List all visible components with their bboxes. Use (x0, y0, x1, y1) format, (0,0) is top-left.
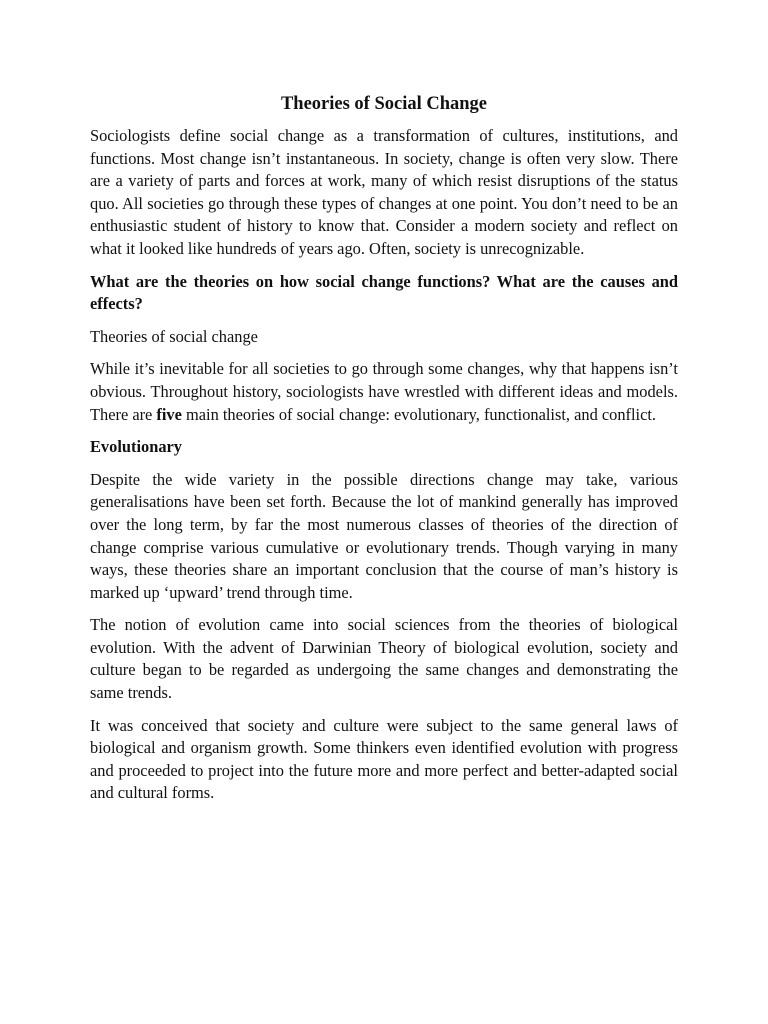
intro-paragraph: Sociologists define social change as a transformation of cultures, institutions, and functions. Most change isn’t instantaneous. In society, change is often very slow. There are a variety of parts and forces at work, many of which resist disruptions of the status quo. All societies go through these types of changes at one point. You don’t need to be an enthusiastic student of history to know that. Consider a modern society and reflect on what it looked like hundreds of years ago. Often, society is unrecognizable. (90, 126, 678, 258)
section-heading-evolutionary: Evolutionary (90, 437, 182, 457)
document-title: Theories of Social Change (280, 94, 488, 114)
theories-text-before: While it’s inevitable for all societies to go through some changes, why that happens isn’t obvious. Throughout history, sociologists have wrestled with different ideas and models. There are (90, 359, 678, 424)
evolutionary-paragraph-3: It was conceived that society and culture were subject to the same general laws of biological and organism growth. Some thinkers even identified evolution with progress and proceeded to project into the future more and more perfect and better-adapted social and cultural forms. (90, 715, 678, 803)
theories-paragraph (90, 358, 678, 426)
subheading-theories: Theories of social change (90, 326, 258, 346)
document-page (90, 92, 678, 815)
theories-text-after: main theories of social change: evolutionary, functionalist, and conflict. (181, 404, 657, 424)
evolutionary-paragraph-2: The notion of evolution came into social sciences from the theories of biological evolution. With the advent of Darwinian Theory of biological evolution, society and culture began to be regarded as undergoing the same changes and demonstrating the same trends. (90, 615, 678, 703)
evolutionary-paragraph-1: Despite the wide variety in the possible directions change may take, various generalisations have been set forth. Because the lot of mankind generally has improved over the long term, by far the most numerous classes of theories of the direction of change comprise various cumulative or evolutionary trends. Though varying in many ways, these theories share an important conclusion that the course of man’s history is marked up ‘upward’ trend through time. (90, 469, 678, 602)
theories-count-emphasis: five (156, 404, 182, 424)
question-heading: What are the theories on how social change functions? What are the causes and effects? (90, 271, 678, 314)
